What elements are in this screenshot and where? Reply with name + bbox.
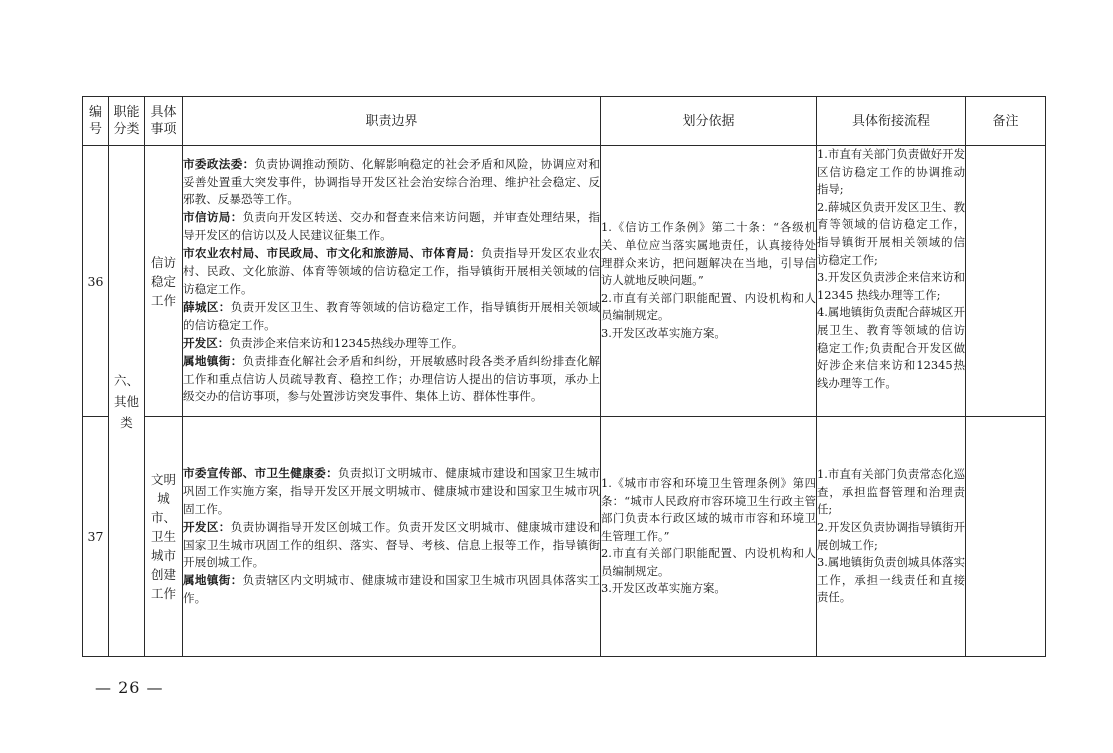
flow-step: 2.开发区负责协调指导镇街开展创城工作; [817, 519, 965, 552]
row-number: 37 [83, 417, 109, 657]
flow-step: 3.属地镇街负责创城具体落实工作，承担一线责任和直接责任。 [817, 555, 965, 605]
item-cell: 信访稳定工作 [145, 146, 183, 417]
flow-step: 3.开发区负责涉企来信来访和 12345 热线办理等工作; [817, 270, 965, 302]
duty-entry [183, 335, 600, 353]
flow-cell [817, 417, 966, 657]
basis-item: 3.开发区改革实施方案。 [601, 325, 726, 340]
boundary-cell [183, 417, 601, 657]
header-row [83, 97, 1046, 146]
duty-text: 负责涉企来信来访和12345热线办理等工作。 [229, 335, 464, 350]
boundary-cell [183, 146, 601, 417]
duty-text: 负责辖区内文明城市、健康城市建设和国家卫生城市巩固具体落实工作。 [183, 573, 600, 606]
duty-text: 负责协调推动预防、化解影响稳定的社会矛盾和风险，协调应对和妥善处置重大突发事件，协调指导开发区社会治安综合治理、维护社会稳定、反邪教、反暴恐等工作。 [183, 156, 600, 207]
duty-dept: 开发区： [183, 335, 230, 350]
duty-entry [183, 519, 600, 573]
duty-boundary-table [82, 96, 1046, 657]
row-number: 36 [83, 146, 109, 417]
basis-item: 1.《信访工作条例》第二十条：“各级机关、单位应当落实属地责任，认真接待处理群众来访，把问题解决在当地，引导信访人就地反映问题。” [601, 220, 816, 288]
page-number: — 26 — [95, 678, 164, 697]
duty-entry [183, 156, 600, 210]
duty-entry [183, 465, 600, 519]
header-remark: 备注 [966, 97, 1046, 146]
basis-item: 2.市直有关部门职能配置、内设机构和人员编制规定。 [601, 290, 816, 323]
header-item: 具体事项 [145, 97, 183, 146]
flow-cell [817, 146, 966, 417]
flow-step: 4.属地镇街负责配合薛城区开展卫生、教育等领域的信访稳定工作;负责配合开发区做好涉企来信来访和12345热线办理等工作。 [817, 305, 965, 390]
flow-step: 1.市直有关部门负责常态化巡查，承担监督管理和治理责任; [817, 467, 965, 517]
duty-dept: 属地镇街： [183, 353, 243, 368]
duty-entry [183, 353, 600, 407]
remark-cell [966, 417, 1046, 657]
basis-cell [601, 417, 817, 657]
table-row [83, 146, 1046, 417]
remark-cell [966, 146, 1046, 417]
duty-text: 负责协调指导开发区创城工作。负责开发区文明城市、健康城市建设和国家卫生城市巩固工作的组织、落实、督导、考核、信息上报等工作，指导镇街开展创城工作。 [183, 519, 600, 570]
header-no: 编号 [83, 97, 109, 146]
header-boundary: 职责边界 [183, 97, 601, 146]
flow-step: 2.薛城区负责开发区卫生、教育等领域的信访稳定工作，指导镇街开展相关领域的信访稳定工作; [817, 199, 965, 267]
basis-cell [601, 146, 817, 417]
duty-entry [183, 245, 600, 299]
table-row [83, 417, 1046, 657]
header-basis: 划分依据 [601, 97, 817, 146]
duty-text: 负责排查化解社会矛盾和纠纷，开展敏感时段各类矛盾纠纷排查化解工作和重点信访人员疏导教育、稳控工作；办理信访人提出的信访事项，承办上级交办的信访事项，参与处置涉访突发事件、集体上访、群体性事件。 [183, 353, 600, 404]
duty-text: 负责拟订文明城市、健康城市建设和国家卫生城市巩固工作实施方案，指导开发区开展文明城市、健康城市建设和国家卫生城市巩固工作。 [183, 465, 600, 516]
duty-dept: 市信访局： [183, 210, 243, 225]
basis-item: 1.《城市市容和环境卫生管理条例》第四条：“城市人民政府市容环境卫生行政主管部门负责本行政区域的城市市容和环境卫生管理工作。” [601, 475, 816, 543]
duty-dept: 市委政法委： [183, 156, 255, 171]
duty-text: 负责开发区卫生、教育等领域的信访稳定工作，指导镇街开展相关领域的信访稳定工作。 [183, 299, 600, 332]
duty-dept: 市农业农村局、市民政局、市文化和旅游局、市体育局： [183, 246, 482, 261]
header-flow: 具体衔接流程 [817, 97, 966, 146]
item-cell: 文明城市、卫生城市创建工作 [145, 417, 183, 657]
basis-item: 2.市直有关部门职能配置、内设机构和人员编制规定。 [601, 546, 816, 578]
duty-dept: 属地镇街： [183, 573, 243, 588]
duty-entry [183, 572, 600, 608]
duty-dept: 市委宣传部、市卫生健康委： [183, 465, 338, 480]
duty-text: 负责指导开发区农业农村、民政、文化旅游、体育等领域的信访稳定工作，指导镇街开展相关领域的信访稳定工作。 [183, 246, 600, 296]
flow-step: 1.市直有关部门负责做好开发区信访稳定工作的协调推动指导; [817, 147, 965, 197]
duty-entry [183, 209, 600, 245]
duty-text: 负责向开发区转送、交办和督查来信来访问题，并审查处理结果，指导开发区的信访以及人民建议征集工作。 [183, 210, 600, 243]
category-cell: 六、其他类 [109, 146, 145, 657]
duty-dept: 开发区： [183, 519, 231, 534]
duty-dept: 薛城区： [183, 299, 231, 314]
duty-entry [183, 299, 600, 335]
header-category: 职能分类 [109, 97, 145, 146]
basis-item: 3.开发区改革实施方案。 [601, 581, 726, 596]
